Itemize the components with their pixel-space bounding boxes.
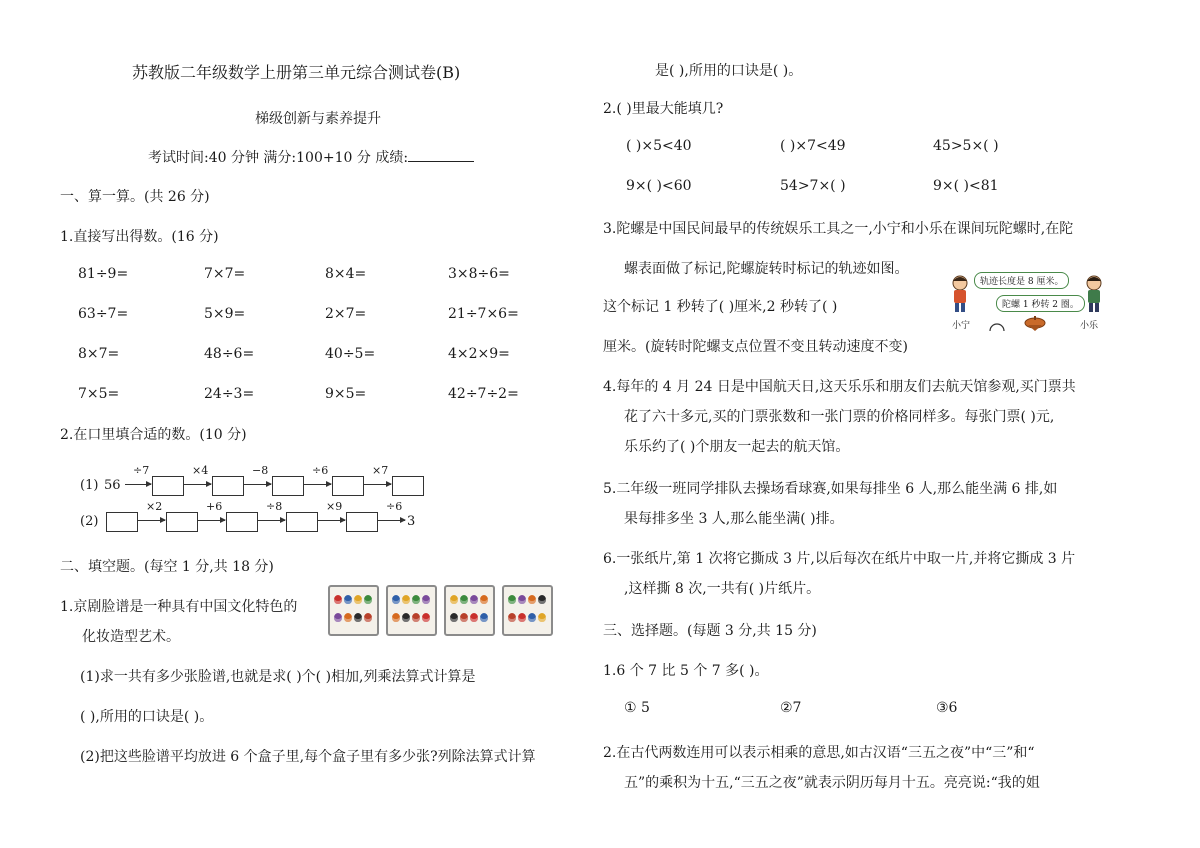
calc-item: 81÷9= (78, 266, 129, 282)
opera-mask-icon (470, 595, 478, 604)
kid-icon (1082, 274, 1106, 314)
chain-2-box[interactable] (106, 512, 138, 532)
chain-1-op: ÷7 (133, 464, 150, 477)
option-2[interactable]: ②7 (780, 700, 802, 716)
chain-1-box[interactable] (212, 476, 244, 496)
calc-item: 9×5= (325, 386, 367, 402)
chain-2-op: +6 (206, 500, 223, 513)
opera-mask-icon (354, 595, 362, 604)
opera-mask-icon (422, 613, 430, 622)
opera-mask-icon (538, 613, 546, 622)
question-3-2-line-b: 五”的乘积为十五,“三五之夜”就表示阴历每月十五。亮亮说:“我的姐 (624, 775, 1040, 791)
arrow-icon (125, 484, 151, 485)
chain-2-label: (2) (80, 514, 99, 529)
score-blank[interactable] (408, 147, 474, 162)
opera-mask-icon (392, 613, 400, 622)
number-chain-2 (80, 500, 440, 536)
calc-item: 8×4= (325, 266, 367, 282)
question-2-2: 2.( )里最大能填几? (603, 101, 724, 117)
fill-item: ( )×7<49 (780, 138, 846, 154)
opera-mask-icon (344, 613, 352, 622)
question-2-4-line-c: 乐乐约了( )个朋友一起去的航天馆。 (624, 439, 850, 455)
chain-1-box[interactable] (332, 476, 364, 496)
calc-item: 21÷7×6= (448, 306, 519, 322)
opera-mask-icon (470, 613, 478, 622)
page-subtitle: 梯级创新与素养提升 (255, 111, 381, 127)
mask-box (328, 585, 379, 636)
arrow-icon (138, 520, 165, 521)
fill-item: 45>5×( ) (933, 138, 999, 154)
arrow-icon (364, 484, 391, 485)
question-2-6-line-b: ,这样撕 8 次,一共有( )片纸片。 (624, 581, 821, 597)
chain-1-start: 56 (104, 478, 121, 493)
opera-mask-icon (450, 613, 458, 622)
speech-bubble-2 (996, 295, 1085, 312)
arrow-icon (304, 484, 331, 485)
calc-item: 63÷7= (78, 306, 129, 322)
opera-mask-icon (460, 595, 468, 604)
opera-mask-icon (528, 613, 536, 622)
calc-item: 24÷3= (204, 386, 255, 402)
chain-1-op: ×4 (192, 464, 209, 477)
question-2-4-line-a: 4.每年的 4 月 24 日是中国航天日,这天乐乐和朋友们去航天馆参观,买门票共 (603, 379, 1076, 395)
arrow-icon (318, 520, 345, 521)
fill-item: 9×( )<81 (933, 178, 999, 194)
opera-mask-icon (392, 595, 400, 604)
section-2-header: 二、填空题。(每空 1 分,共 18 分) (60, 559, 274, 575)
chain-2-op: ×9 (326, 500, 343, 513)
page-title: 苏教版二年级数学上册第三单元综合测试卷(B) (132, 63, 461, 82)
opera-mask-icon (334, 595, 342, 604)
calc-item: 42÷7÷2= (448, 386, 519, 402)
question-2-1-part-1-b: ( ),所用的口诀是( )。 (80, 709, 214, 725)
chain-2-op: ÷6 (386, 500, 403, 513)
opera-mask-icon (508, 613, 516, 622)
opera-mask-icon (538, 595, 546, 604)
chain-2-box[interactable] (166, 512, 198, 532)
opera-mask-icon (480, 613, 488, 622)
arrow-icon (378, 520, 405, 521)
chain-1-box[interactable] (152, 476, 184, 496)
chain-2-op: ÷8 (266, 500, 283, 513)
mask-box (444, 585, 495, 636)
chain-2-box[interactable] (346, 512, 378, 532)
number-chain-1 (80, 464, 440, 500)
chain-2-box[interactable] (286, 512, 318, 532)
question-2-3-line-d: 厘米。(旋转时陀螺支点位置不变且转动速度不变) (603, 339, 908, 355)
opera-mask-icon (480, 595, 488, 604)
arrow-icon (184, 484, 211, 485)
chain-1-op: ×7 (372, 464, 389, 477)
opera-mask-icon (518, 613, 526, 622)
exam-info (148, 147, 474, 167)
right-continuation-line: 是( ),所用的口诀是( )。 (655, 63, 803, 79)
opera-mask-icon (412, 595, 420, 604)
calc-item: 2×7= (325, 306, 367, 322)
opera-mask-icon (460, 613, 468, 622)
calc-item: 8×7= (78, 346, 120, 362)
fill-item: 9×( )<60 (626, 178, 692, 194)
chain-2-box[interactable] (226, 512, 258, 532)
chain-2-end: 3 (407, 514, 416, 529)
chain-1-label: (1) (80, 478, 99, 493)
chain-1-op: −8 (252, 464, 269, 477)
speech-bubble-1 (974, 272, 1069, 289)
opera-mask-icon (402, 613, 410, 622)
question-2-1-part-2: (2)把这些脸谱平均放进 6 个盒子里,每个盒子里有多少张?列除法算式计算 (80, 749, 536, 765)
calc-item: 4×2×9= (448, 346, 510, 362)
question-1-2: 2.在口里填合适的数。(10 分) (60, 427, 247, 443)
fill-item: 54>7×( ) (780, 178, 846, 194)
calc-item: 48÷6= (204, 346, 255, 362)
exam-info-text: 考试时间:40 分钟 满分:100+10 分 成绩: (148, 150, 409, 166)
opera-mask-icon (528, 595, 536, 604)
question-1-1: 1.直接写出得数。(16 分) (60, 229, 219, 245)
section-1-header: 一、算一算。(共 26 分) (60, 189, 210, 205)
opera-mask-icon (354, 613, 362, 622)
option-1[interactable]: ① 5 (624, 700, 650, 716)
question-3-1: 1.6 个 7 比 5 个 7 多( )。 (603, 663, 769, 679)
question-2-1-line-a: 1.京剧脸谱是一种具有中国文化特色的 (60, 599, 298, 615)
question-2-3-line-c: 这个标记 1 秒转了( )厘米,2 秒转了( ) (603, 299, 838, 315)
opera-mask-icon (450, 595, 458, 604)
opera-mask-icon (508, 595, 516, 604)
speech-bubble-2-text: 陀螺 1 秒转 2 圈。 (1002, 300, 1079, 310)
calc-item: 7×5= (78, 386, 120, 402)
arrow-icon (244, 484, 271, 485)
kid-2-name: 小乐 (1080, 321, 1099, 331)
question-2-5-line-a: 5.二年级一班同学排队去操场看球赛,如果每排坐 6 人,那么能坐满 6 排,如 (603, 481, 1058, 497)
option-3[interactable]: ③6 (936, 700, 958, 716)
opera-mask-icon (422, 595, 430, 604)
kid-icon (948, 274, 972, 314)
spinning-top-icon (1024, 316, 1046, 332)
question-2-5-line-b: 果每排多坐 3 人,那么能坐满( )排。 (624, 511, 844, 527)
opera-mask-icon (364, 595, 372, 604)
calc-item: 5×9= (204, 306, 246, 322)
question-2-1-part-1-a: (1)求一共有多少张脸谱,也就是求( )个( )相加,列乘法算式计算是 (80, 669, 476, 685)
arrow-icon (258, 520, 285, 521)
question-2-4-line-b: 花了六十多元,买的门票张数和一张门票的价格同样多。每张门票( )元, (624, 409, 1055, 425)
calc-item: 40÷5= (325, 346, 376, 362)
question-2-1-line-b: 化妆造型艺术。 (82, 629, 180, 645)
section-3-header: 三、选择题。(每题 3 分,共 15 分) (603, 623, 817, 639)
question-3-2-line-a: 2.在古代两数连用可以表示相乘的意思,如古汉语“三五之夜”中“三”和“ (603, 745, 1035, 761)
mask-box (386, 585, 437, 636)
opera-mask-icon (402, 595, 410, 604)
chain-1-box[interactable] (392, 476, 424, 496)
speech-bubble-1-text: 轨迹长度是 8 厘米。 (980, 277, 1064, 287)
opera-mask-icon (412, 613, 420, 622)
opera-mask-icon (334, 613, 342, 622)
calc-item: 7×7= (204, 266, 246, 282)
kid-1-name: 小宁 (952, 321, 971, 331)
chain-1-op: ÷6 (312, 464, 329, 477)
mask-box (502, 585, 553, 636)
calc-item: 3×8÷6= (448, 266, 510, 282)
opera-mask-icon (518, 595, 526, 604)
chain-2-op: ×2 (146, 500, 163, 513)
track-arc-icon (988, 318, 1006, 332)
question-2-6-line-a: 6.一张纸片,第 1 次将它撕成 3 片,以后每次在纸片中取一片,并将它撕成 3 片 (603, 551, 1076, 567)
arrow-icon (198, 520, 225, 521)
chain-1-box[interactable] (272, 476, 304, 496)
question-2-3-line-a: 3.陀螺是中国民间最早的传统娱乐工具之一,小宁和小乐在课间玩陀螺时,在陀 (603, 221, 1074, 237)
spinning-top-illustration (940, 268, 1110, 334)
fill-item: ( )×5<40 (626, 138, 692, 154)
opera-mask-icon (344, 595, 352, 604)
opera-mask-icon (364, 613, 372, 622)
question-2-3-line-b: 螺表面做了标记,陀螺旋转时标记的轨迹如图。 (624, 261, 909, 277)
